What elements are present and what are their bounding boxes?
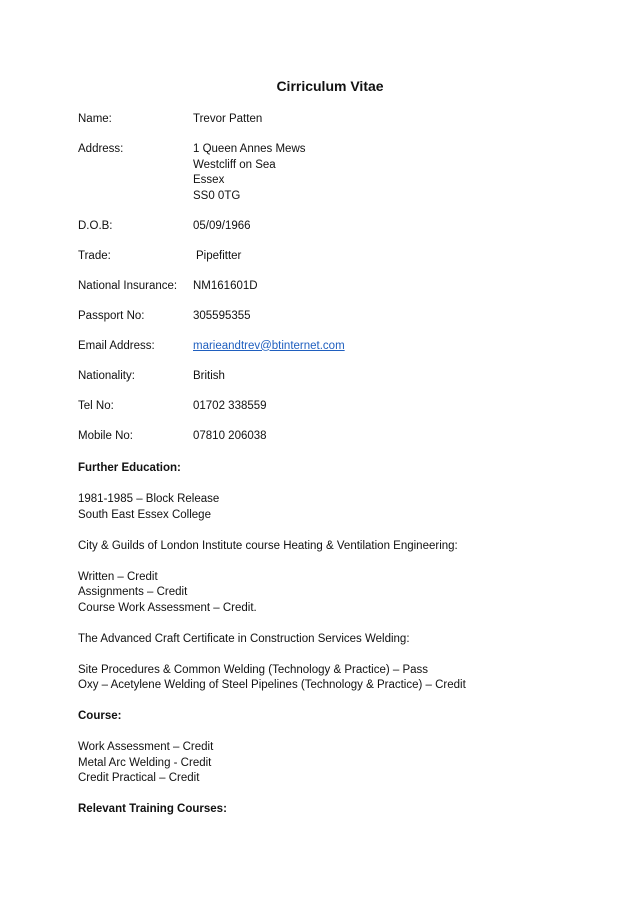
detail-label: National Insurance: (78, 279, 178, 292)
detail-label: Tel No: (78, 399, 114, 412)
course-result: Written – Credit (78, 570, 158, 583)
detail-row-nationality (78, 369, 578, 385)
course-item: Credit Practical – Credit (78, 772, 200, 784)
detail-value: Trevor Patten (193, 113, 263, 125)
detail-row-passport (78, 309, 578, 325)
detail-label: Passport No: (78, 309, 145, 322)
detail-value: Pipefitter (196, 249, 242, 262)
course-result: Assignments – Credit (78, 586, 188, 598)
detail-value: 305595355 (193, 309, 251, 322)
detail-label: Trade: (78, 249, 111, 262)
detail-row-dob (78, 219, 578, 235)
address-line: 1 Queen Annes Mews (193, 143, 306, 155)
detail-row-name (78, 112, 578, 128)
detail-value: 05/09/1966 (193, 219, 251, 232)
document-title: Cirriculum Vitae (276, 78, 384, 94)
detail-value: British (193, 369, 225, 382)
detail-row-tel (78, 399, 578, 415)
detail-label: Mobile No: (78, 429, 133, 442)
address-line: Westcliff on Sea (193, 158, 276, 171)
detail-label: Name: (78, 113, 112, 125)
section-heading-further-education: Further Education: (78, 462, 181, 474)
personal-details (78, 112, 578, 459)
detail-label: D.O.B: (78, 219, 113, 232)
certificate-title: The Advanced Craft Certificate in Construction Services Welding: (78, 632, 410, 645)
course-title: City & Guilds of London Institute course Heating & Ventilation Engineering: (78, 539, 458, 552)
address-line: SS0 0TG (193, 189, 241, 202)
detail-label: Address: (78, 143, 124, 155)
certificate-result: Oxy – Acetylene Welding of Steel Pipelines (Technology & Practice) – Credit (78, 679, 466, 691)
address-line: Essex (193, 174, 225, 186)
detail-value: NM161601D (193, 279, 258, 292)
course-item: Work Assessment – Credit (78, 741, 214, 753)
detail-value: 01702 338559 (193, 399, 267, 412)
address-block (193, 142, 578, 204)
education-section (78, 461, 618, 818)
detail-row-trade (78, 249, 578, 265)
email-link[interactable]: marieandtrev@btinternet.com (193, 339, 345, 352)
education-college: South East Essex College (78, 508, 211, 521)
certificate-result: Site Procedures & Common Welding (Technology & Practice) – Pass (78, 663, 429, 676)
detail-row-address (78, 142, 578, 204)
detail-row-national-insurance (78, 279, 578, 295)
education-dates: 1981-1985 – Block Release (78, 493, 220, 505)
detail-label: Nationality: (78, 369, 135, 382)
detail-value (193, 339, 578, 355)
section-heading-training: Relevant Training Courses: (78, 803, 227, 815)
detail-value: 07810 206038 (193, 429, 267, 442)
detail-label: Email Address: (78, 339, 155, 352)
course-result: Course Work Assessment – Credit. (78, 601, 257, 614)
section-heading-course: Course: (78, 710, 122, 722)
detail-row-email (78, 339, 578, 355)
detail-row-mobile (78, 429, 578, 445)
course-item: Metal Arc Welding - Credit (78, 756, 212, 769)
